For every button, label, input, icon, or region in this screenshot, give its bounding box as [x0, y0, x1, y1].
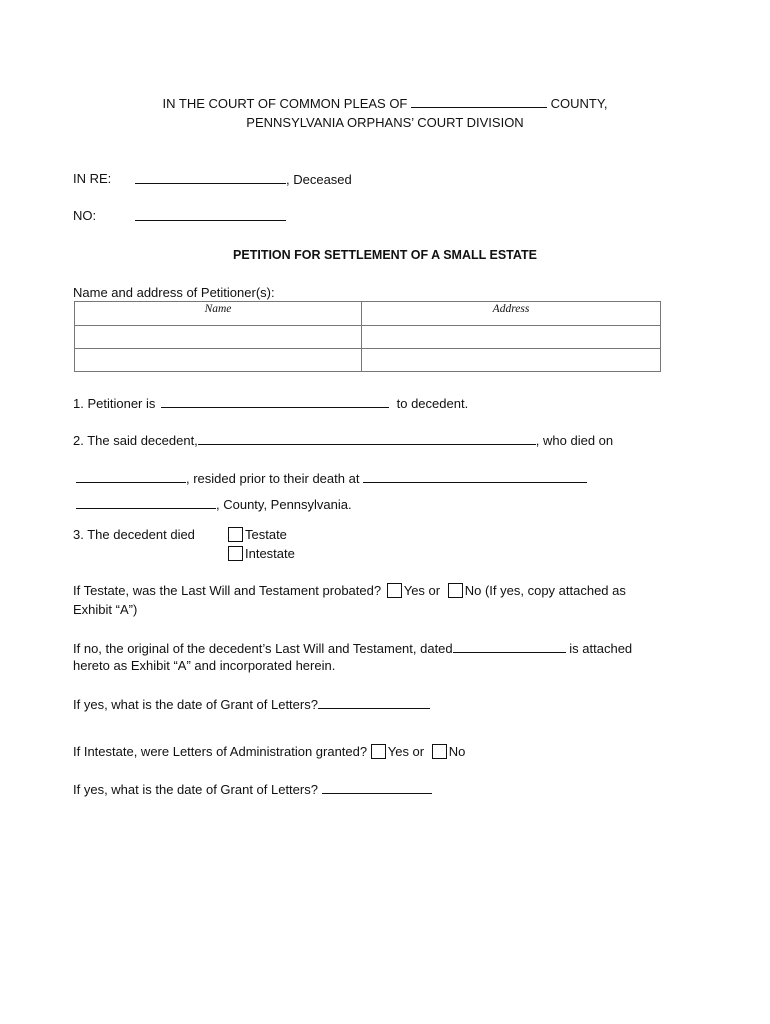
- petitioner-name-cell[interactable]: [75, 326, 362, 349]
- petition-title: PETITION FOR SETTLEMENT OF A SMALL ESTATE: [233, 248, 537, 262]
- residence-county-field[interactable]: [76, 496, 216, 509]
- probated-no-label: No (If yes, copy attached as: [464, 583, 626, 598]
- testate-checkbox[interactable]: [228, 527, 243, 542]
- address-column-header: Address: [362, 302, 661, 326]
- item3-label: 3. The decedent died: [73, 527, 195, 542]
- county-name-field[interactable]: [411, 95, 547, 108]
- deceased-label: , Deceased: [286, 172, 352, 187]
- table-row: [75, 326, 661, 349]
- administration-yes-checkbox[interactable]: [371, 744, 386, 759]
- probated-yes-checkbox[interactable]: [387, 583, 402, 598]
- in-re-label: IN RE:: [73, 171, 112, 186]
- administration-no-checkbox[interactable]: [432, 744, 447, 759]
- court-division: PENNSYLVANIA ORPHANS’ COURT DIVISION: [246, 115, 524, 130]
- grant-date-row-2: [73, 781, 432, 798]
- petitioners-label: Name and address of Petitioner(s):: [73, 285, 275, 300]
- item1-suffix: to decedent.: [396, 396, 469, 411]
- grant-date-row-1: [73, 696, 430, 713]
- grant-date-field-1[interactable]: [318, 696, 430, 709]
- grant-date-field-2[interactable]: [322, 781, 432, 794]
- intestate-option: [228, 546, 295, 562]
- table-row: [75, 349, 661, 372]
- no-label: NO:: [73, 208, 97, 223]
- exhibit-a-text: Exhibit “A”): [73, 602, 138, 617]
- intestate-question: If Intestate, were Letters of Administration granted?: [73, 744, 368, 759]
- decedent-name-field-2[interactable]: [198, 432, 536, 445]
- death-date-field[interactable]: [76, 470, 186, 483]
- probated-yes-label: Yes or: [403, 583, 441, 598]
- county-row: [76, 496, 352, 513]
- will-date-row: [73, 640, 632, 657]
- table-header-row: [75, 302, 661, 326]
- relationship-field[interactable]: [161, 395, 389, 408]
- court-heading: [0, 95, 770, 112]
- decedent-caption: [135, 171, 352, 188]
- residence-address-field[interactable]: [363, 470, 587, 483]
- if-no-line2: hereto as Exhibit “A” and incorporated herein.: [73, 658, 336, 673]
- name-column-header: Name: [75, 302, 362, 326]
- testate-option: [228, 527, 287, 543]
- decedent-name-field[interactable]: [135, 171, 286, 184]
- item2-suffix: , who died on: [535, 433, 614, 448]
- item-1: [73, 395, 468, 412]
- probated-question: If Testate, was the Last Will and Testament probated?: [73, 583, 382, 598]
- docket-number-field[interactable]: [135, 208, 286, 221]
- item2-prefix: 2. The said decedent,: [73, 433, 198, 448]
- probated-no-checkbox[interactable]: [448, 583, 463, 598]
- grant-question-1: If yes, what is the date of Grant of Letters?: [73, 697, 318, 712]
- testate-label: Testate: [245, 527, 287, 542]
- petitioner-address-cell[interactable]: [362, 326, 661, 349]
- intestate-checkbox[interactable]: [228, 546, 243, 561]
- administration-no-label: No: [448, 744, 466, 759]
- probated-question-row: [73, 583, 626, 599]
- residence-row: [76, 470, 587, 487]
- court-suffix: COUNTY,: [550, 96, 608, 111]
- grant-question-2: If yes, what is the date of Grant of Letters?: [73, 782, 318, 797]
- county-label: , County, Pennsylvania.: [216, 497, 352, 512]
- petitioners-table: [74, 301, 661, 372]
- if-no-text: If no, the original of the decedent’s Last Will and Testament, dated: [73, 641, 453, 656]
- intestate-label: Intestate: [245, 546, 295, 561]
- is-attached-text: is attached: [569, 641, 633, 656]
- court-prefix: IN THE COURT OF COMMON PLEAS OF: [162, 96, 408, 111]
- resided-label: , resided prior to their death at: [186, 471, 360, 486]
- item1-prefix: 1. Petitioner is: [73, 396, 156, 411]
- docket-number-row: [135, 208, 286, 225]
- petitioner-name-cell[interactable]: [75, 349, 362, 372]
- administration-yes-label: Yes or: [387, 744, 425, 759]
- item-2: [73, 432, 613, 449]
- intestate-question-row: [73, 744, 465, 760]
- will-date-field[interactable]: [453, 640, 566, 653]
- petitioner-address-cell[interactable]: [362, 349, 661, 372]
